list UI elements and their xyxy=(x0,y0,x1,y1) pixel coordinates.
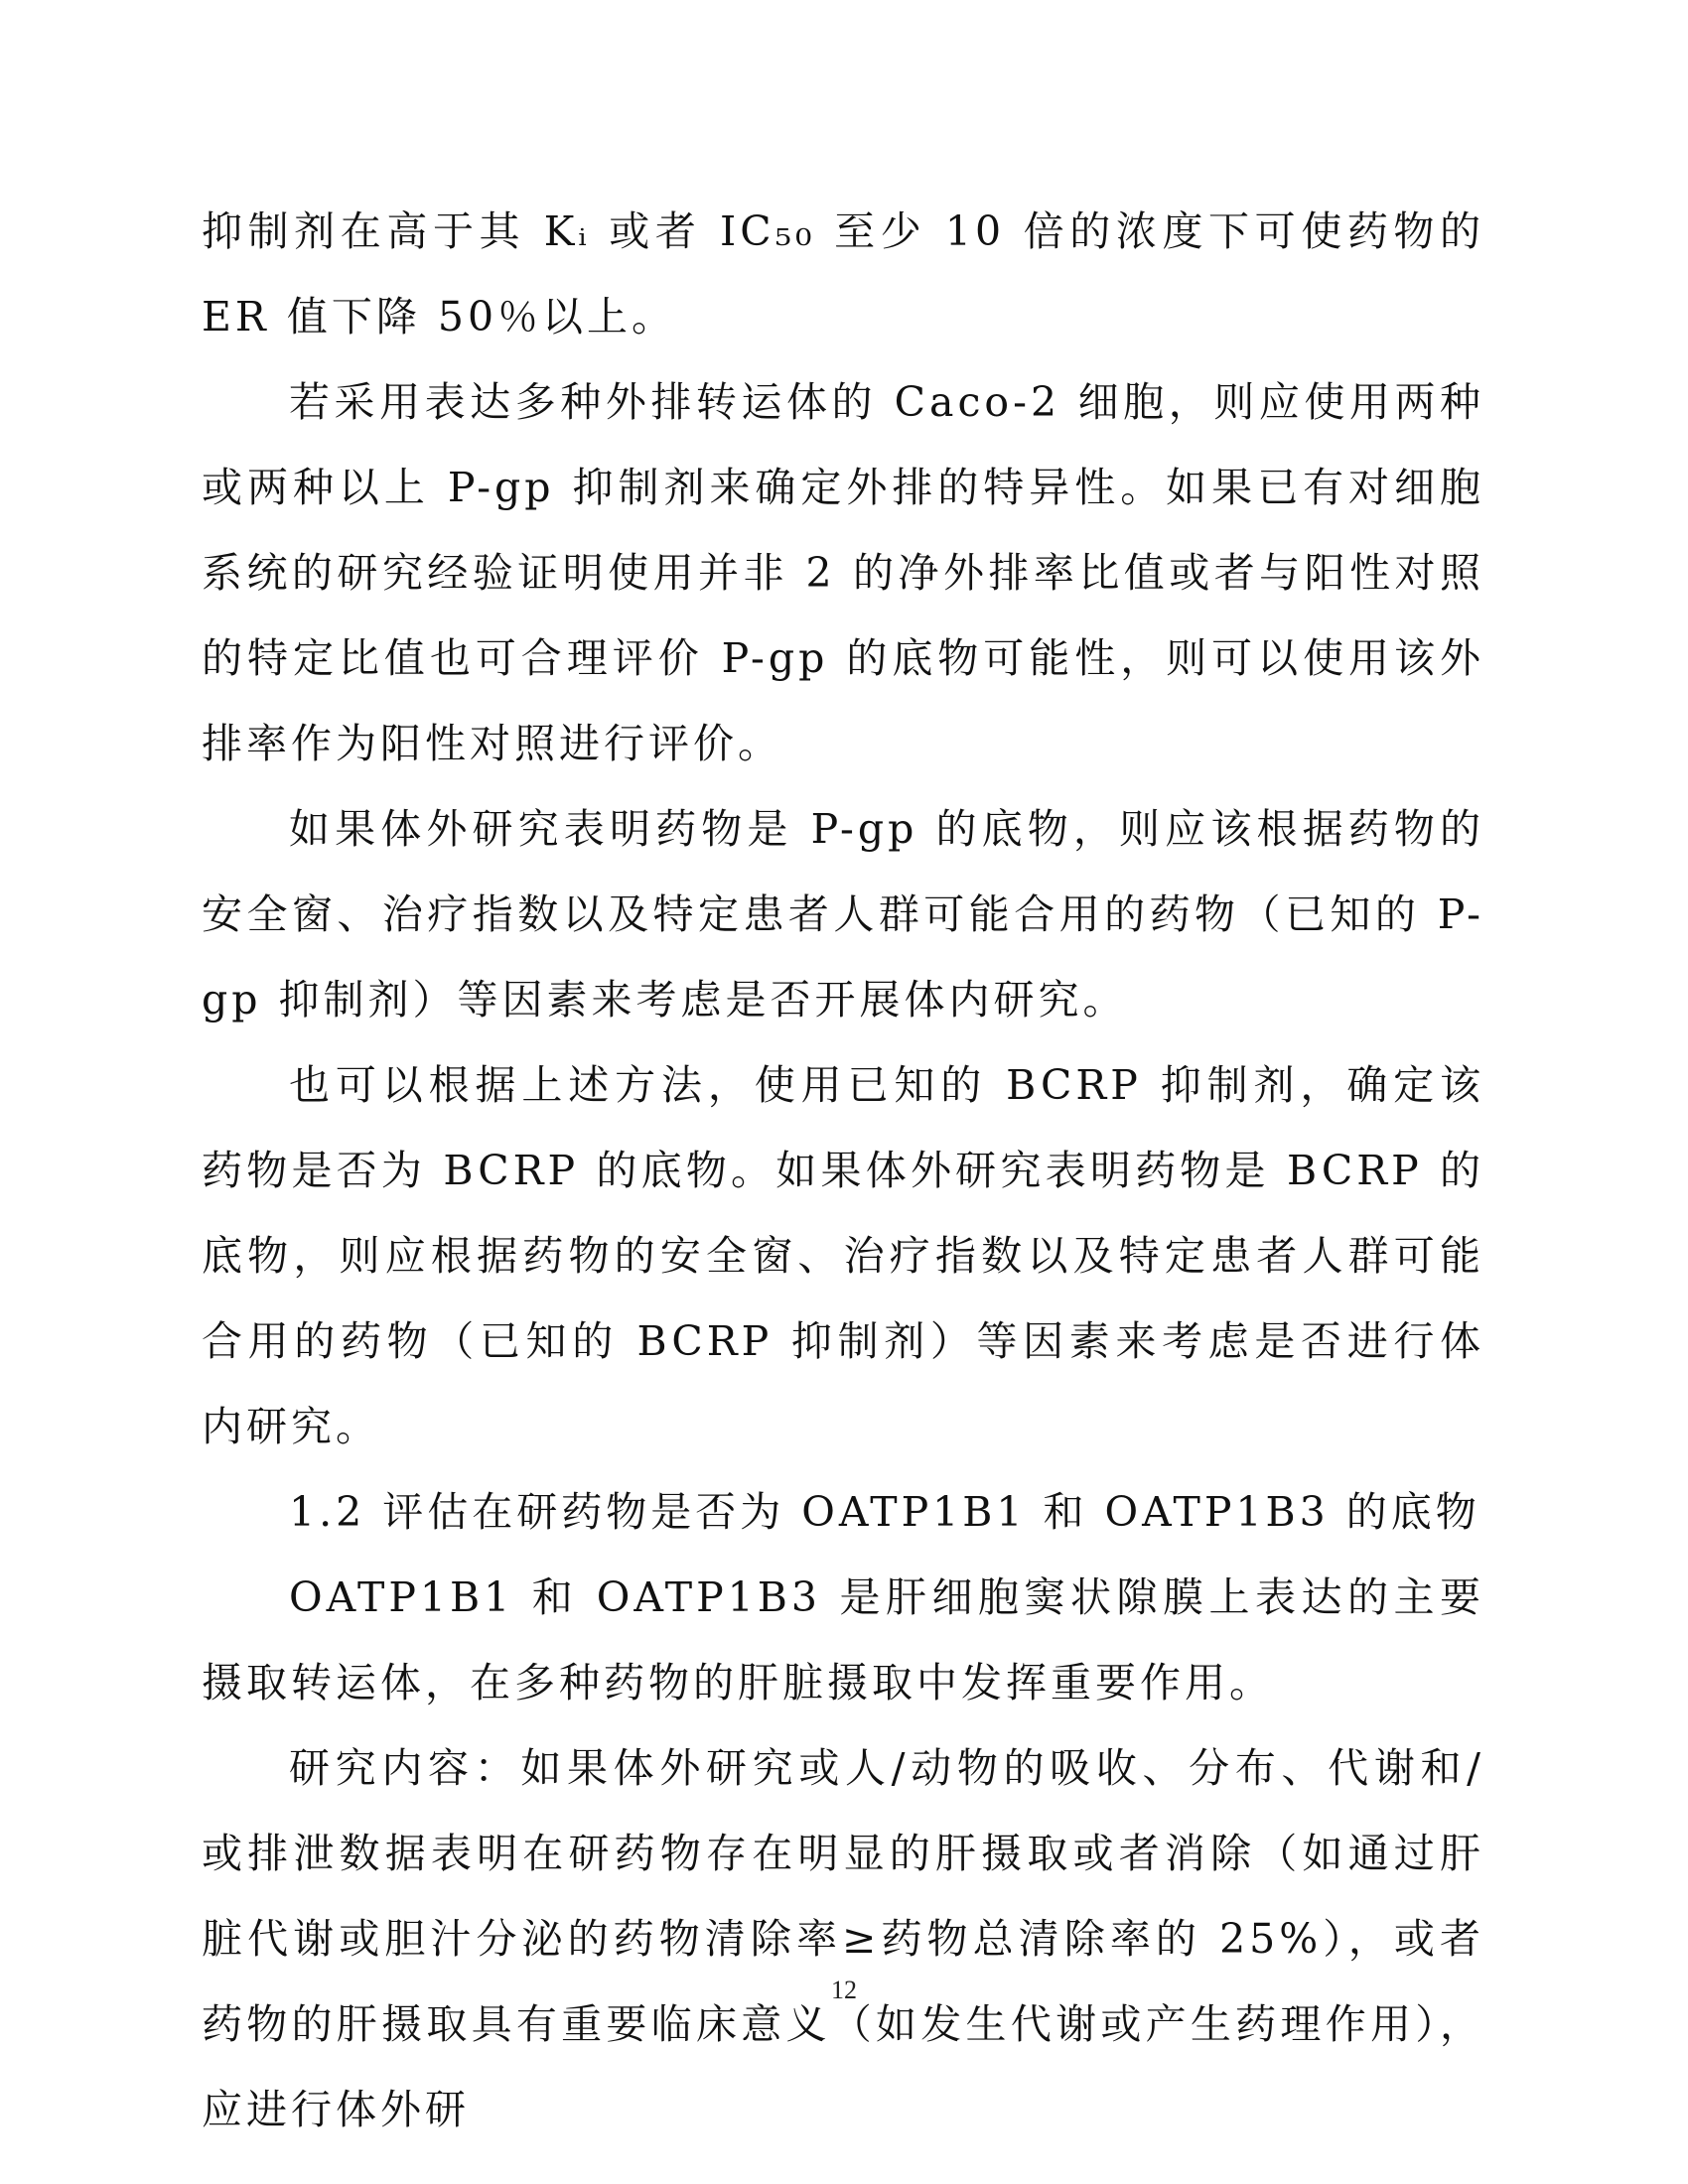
paragraph-bcrp-substrate: 也可以根据上述方法，使用已知的 BCRP 抑制剂，确定该药物是否为 BCRP 的底物。如果体外研究表明药物是 BCRP 的底物，则应根据药物的安全窗、治疗指数以及特定患者人群可能合用的药物（已知的 BCRP 抑制剂）等因素来考虑是否进行体内研究。 xyxy=(202,1061,1484,1450)
body-text xyxy=(202,189,1484,2152)
section-heading-oatp: 1.2 评估在研药物是否为 OATP1B1 和 OATP1B3 的底物 xyxy=(289,1488,1480,1536)
paragraph-er-reduction: 抑制剂在高于其 Kᵢ 或者 IC₅₀ 至少 10 倍的浓度下可使药物的 ER 值下降 50％以上。 xyxy=(202,207,1484,341)
paragraph-pgp-substrate: 如果体外研究表明药物是 P-gp 的底物，则应该根据药物的安全窗、治疗指数以及特定患者人群可能合用的药物（已知的 P-gp 抑制剂）等因素来考虑是否开展体内研究。 xyxy=(202,805,1484,1024)
paragraph-study-content: 研究内容：如果体外研究或人/动物的吸收、分布、代谢和/或排泄数据表明在研药物存在明显的肝摄取或者消除（如通过肝脏代谢或胆汁分泌的药物清除率≥药物总清除率的 25%），或者药物的肝摄取具有重要临床意义（如发生代谢或产生药理作用），应进行体外研 xyxy=(202,1744,1484,2133)
paragraph-oatp-intro: OATP1B1 和 OATP1B3 是肝细胞窦状隙膜上表达的主要摄取转运体，在多种药物的肝脏摄取中发挥重要作用。 xyxy=(202,1573,1484,1706)
paragraph-caco2-specificity: 若采用表达多种外排转运体的 Caco-2 细胞，则应使用两种或两种以上 P-gp 抑制剂来确定外排的特异性。如果已有对细胞系统的研究经验证明使用并非 2 的净外排率比值或者与阳性对照的特定比值也可合理评价 P-gp 的底物可能性，则可以使用该外排率作为阳性对照进行评价。 xyxy=(202,378,1484,767)
page-number: 12 xyxy=(831,1976,857,2004)
